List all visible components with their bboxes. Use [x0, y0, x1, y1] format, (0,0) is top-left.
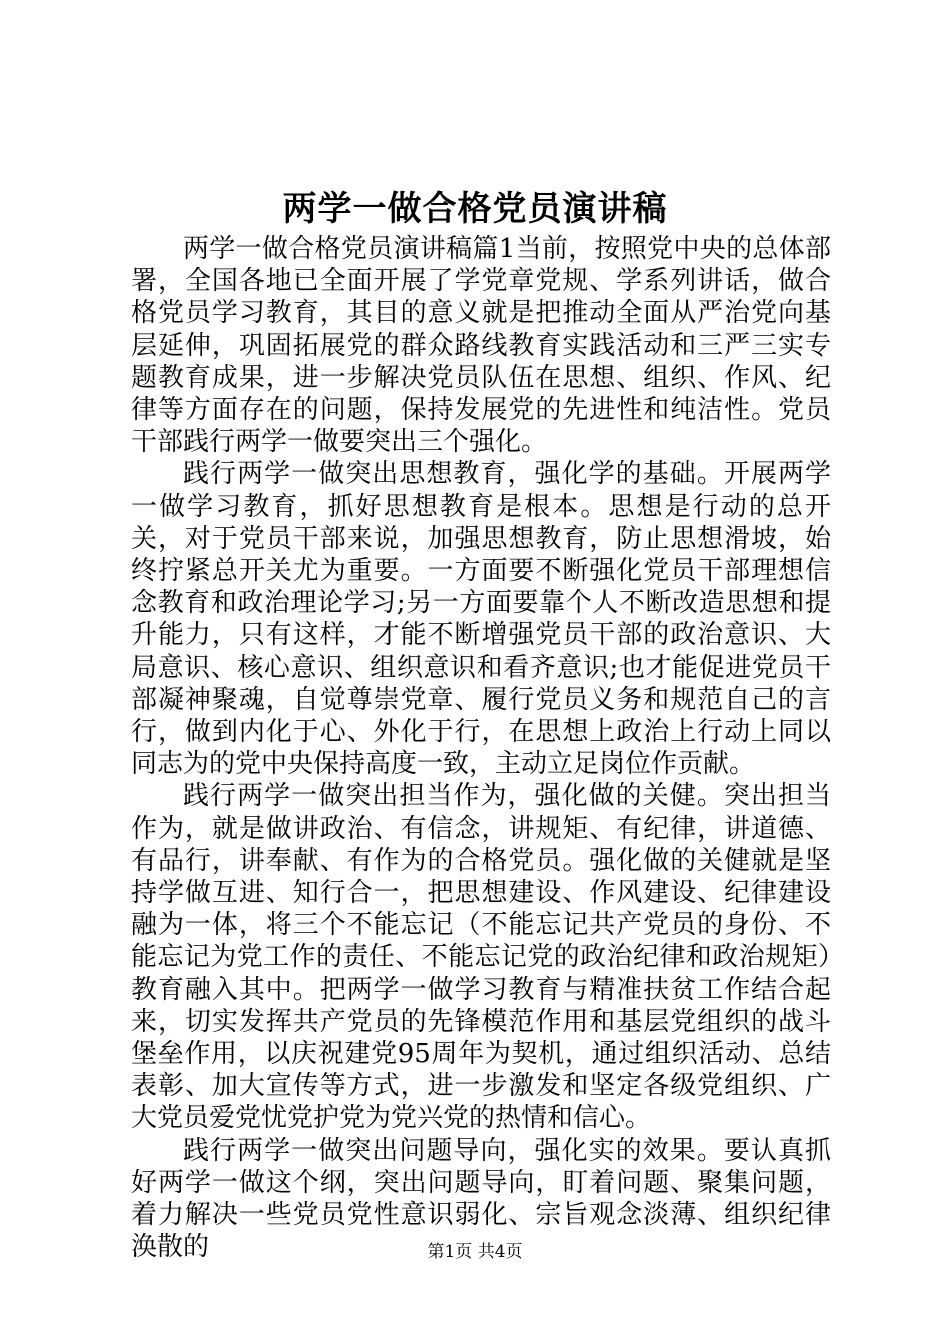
- page-footer: 第1页 共4页: [427, 1242, 523, 1262]
- paragraph-3: 践行两学一做突出担当作为，强化做的关健。突出担当作为，就是做讲政治、有信念，讲规矩、有纪律，讲道德、有品行，讲奉献、有作为的合格党员。强化做的关健就是坚持学做互进、知行合一，把思想建设、作风建设、纪律建设融为一体，将三个不能忘记（不能忘记共产党员的身份、不能忘记为党工作的责任、不能忘记党的政治纪律和政治规矩）教育融入其中。把两学一做学习教育与精准扶贫工作结合起来，切实发挥共产党员的先锋模范作用和基层党组织的战斗堡垒作用，以庆祝建党95周年为契机，通过组织活动、总结表彰、加大宣传等方式，进一步激发和坚定各级党组织、广大党员爱党忧党护党为党兴党的热情和信心。: [131, 781, 831, 1134]
- document-body: [131, 233, 831, 1264]
- document-title: 两学一做合格党员演讲稿: [282, 189, 668, 229]
- paragraph-1: 两学一做合格党员演讲稿篇1当前，按照党中央的总体部署，全国各地已全面开展了学党章党规、学系列讲话，做合格党员学习教育，其目的意义就是把推动全面从严治党向基层延伸，巩固拓展党的群众路线教育实践活动和三严三实专题教育成果，进一步解决党员队伍在思想、组织、作风、纪律等方面存在的问题，保持发展党的先进性和纯洁性。党员干部践行两学一做要突出三个强化。: [131, 234, 831, 458]
- paragraph-2: 践行两学一做突出思想教育，强化学的基础。开展两学一做学习教育，抓好思想教育是根本。思想是行动的总开关，对于党员干部来说，加强思想教育，防止思想滑坡，始终拧紧总开关尤为重要。一方面要不断强化党员干部理想信念教育和政治理论学习;另一方面要靠个人不断改造思想和提升能力，只有这样，才能不断增强党员干部的政治意识、大局意识、核心意识、组织意识和看齐意识;也才能促进党员干部凝神聚魂，自觉尊崇党章、履行党员义务和规范自己的言行，做到内化于心、外化于行，在思想上政治上行动上同以同志为的党中央保持高度一致，主动立足岗位作贡献。: [131, 459, 831, 780]
- paragraph-4: 践行两学一做突出问题导向，强化实的效果。要认真抓好两学一做这个纲，突出问题导向，盯着问题、聚集问题，着力解决一些党员党性意识弱化、宗旨观念淡薄、组织纪律涣散的: [131, 1135, 831, 1263]
